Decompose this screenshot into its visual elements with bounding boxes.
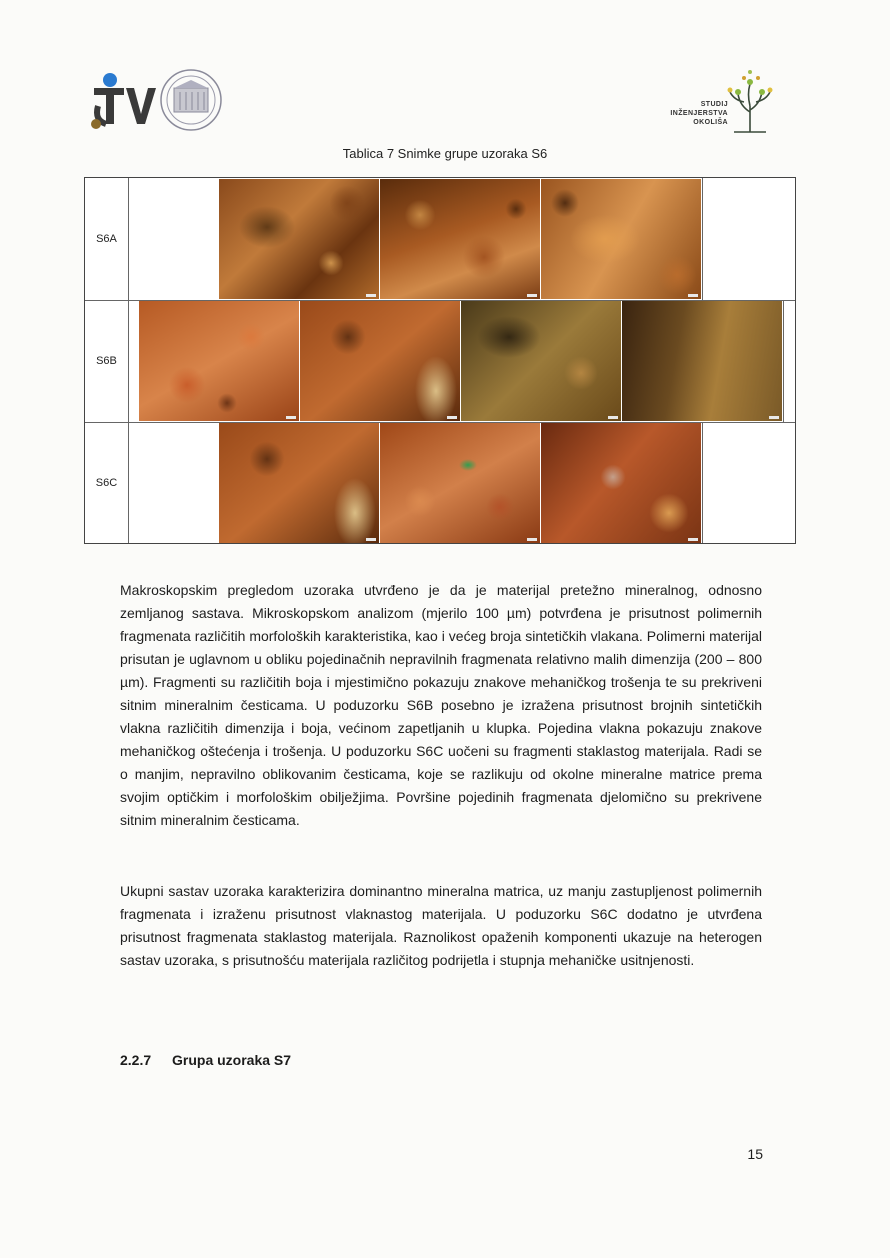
microscope-image [461, 301, 621, 421]
microscope-image [380, 423, 540, 543]
microscope-image [219, 179, 379, 299]
microscope-image [622, 301, 782, 421]
logo-text-line-2: INŽENJERSTVA [670, 110, 728, 117]
table-row-s6a [85, 178, 795, 301]
microscope-image [219, 423, 379, 543]
body-paragraph-2: Ukupni sastav uzoraka karakterizira dominantno mineralna matrica, uz manju zastupljenost polimernih fragmenata i izraženu prisutnost vlaknastog materijala. U poduzorku S6C dodatno je utvrđena prisutnost fragmenata staklastog materijala. Raznolikost opaženih komponenti ukazuje na heterogen sastav uzoraka, s prisutnošću materijala različitog podrijetla i stupnja mehaničke usitnjenosti. [120, 883, 762, 968]
section-heading [120, 1052, 291, 1068]
table-row-s6c [85, 422, 795, 543]
tree-icon [720, 66, 780, 136]
page-number: 15 [747, 1146, 763, 1162]
row-label: S6B [85, 300, 129, 422]
body-paragraph-1: Makroskopskim pregledom uzoraka utvrđeno je da je materijal pretežno mineralnog, odnosno zemljanog sastava. Mikroskopskom analizom (mjerilo 100 µm) potvrđena je prisutnost polimernih fragmenata različitih morfoloških karakteristika, kao i većeg broja sintetičkih vlakana. Polimerni materijal prisutan je uglavnom u obliku pojedinačnih nepravilnih fragmenata relativno malih dimenzija (200 – 800 µm). Fragmenti su različitih boja i mjestimično pokazuju znakove mehaničkog trošenja te su prekriveni sitnim mineralnim česticama. U poduzorku S6B posebno je izražena prisutnost brojnih sintetičkih vlakna različitih dimenzija i boja, većinom zapetljanih u klupka. Pojedina vlakna pokazuju znakove mehaničkog oštećenja i trošenja. U poduzorku S6C uočeni su fragmenti staklastog materijala. Radi se o manjim, nepravilno oblikovanim česticama, koje se razlikuju od okolne mineralne matrice prema svojim optičkim i morfološkim obilježjima. Površine pojedinih fragmenata djelomično su prekrivene sitnim mineralnim česticama. [120, 582, 762, 828]
row-label: S6A [85, 178, 129, 300]
table-caption: Tablica 7 Snimke grupe uzoraka S6 [342, 146, 548, 161]
microscope-image [380, 179, 540, 299]
microscope-image [139, 301, 299, 421]
table-row-s6b [85, 300, 795, 423]
study-program-logo [640, 66, 780, 136]
logo-text-line-1: STUDIJ [700, 101, 728, 108]
logo-text-line-3: OKOLIŠA [693, 119, 728, 126]
microscope-image [541, 423, 701, 543]
faculty-logo [86, 66, 236, 136]
microscope-image [541, 179, 701, 299]
sample-images-table [84, 177, 796, 544]
section-title: Grupa uzoraka S7 [172, 1052, 292, 1068]
microscope-image [300, 301, 460, 421]
section-number: 2.2.7 [120, 1052, 152, 1068]
row-label: S6C [85, 422, 129, 543]
